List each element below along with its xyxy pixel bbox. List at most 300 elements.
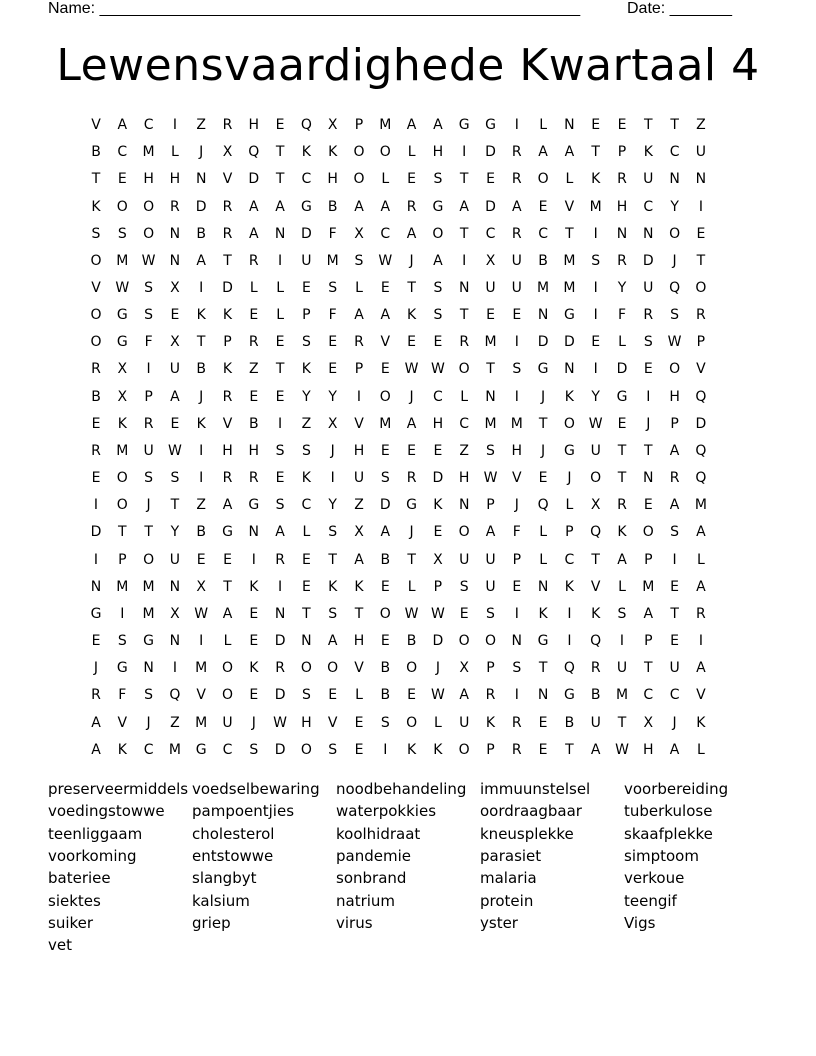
grid-letter[interactable]: N xyxy=(301,633,312,649)
grid-letter[interactable]: X xyxy=(459,660,469,677)
grid-letter[interactable]: E xyxy=(407,171,417,188)
grid-letter[interactable]: A xyxy=(117,117,128,133)
grid-letter[interactable]: N xyxy=(643,470,654,487)
grid-letter[interactable]: C xyxy=(643,687,654,704)
grid-letter[interactable]: R xyxy=(91,687,101,704)
grid-letter[interactable]: S xyxy=(328,605,338,622)
grid-letter[interactable]: N xyxy=(643,225,654,242)
grid-letter[interactable]: J xyxy=(93,660,99,677)
grid-letter[interactable]: O xyxy=(458,741,470,758)
grid-letter[interactable]: I xyxy=(199,470,204,487)
grid-letter[interactable]: K xyxy=(196,307,206,324)
grid-letter[interactable]: Z xyxy=(696,117,706,133)
grid-letter[interactable]: Y xyxy=(328,388,337,405)
grid-letter[interactable]: B xyxy=(590,687,601,704)
grid-letter[interactable]: N xyxy=(695,171,707,188)
grid-letter[interactable]: M xyxy=(142,605,155,622)
grid-letter[interactable]: T xyxy=(538,415,548,432)
grid-letter[interactable]: E xyxy=(275,388,285,405)
grid-letter[interactable]: O xyxy=(458,633,470,649)
grid-letter[interactable]: I xyxy=(172,117,177,133)
grid-letter[interactable]: I xyxy=(199,633,204,649)
grid-letter[interactable]: L xyxy=(565,497,574,514)
grid-letter[interactable]: K xyxy=(485,714,496,731)
grid-letter[interactable]: U xyxy=(695,144,707,161)
grid-letter[interactable]: N xyxy=(564,361,575,378)
grid-letter[interactable]: Q xyxy=(695,470,707,487)
grid-letter[interactable]: J xyxy=(514,497,519,514)
grid-letter[interactable]: I xyxy=(146,361,151,378)
grid-letter[interactable]: H xyxy=(511,442,523,459)
grid-letter[interactable]: T xyxy=(617,714,627,731)
grid-letter[interactable]: R xyxy=(617,497,627,514)
grid-letter[interactable]: J xyxy=(146,714,151,731)
grid-letter[interactable]: R xyxy=(222,470,233,487)
grid-letter[interactable]: U xyxy=(169,551,181,568)
grid-letter[interactable]: T xyxy=(644,442,653,459)
grid-letter[interactable]: G xyxy=(616,388,628,405)
grid-letter[interactable]: U xyxy=(643,171,654,188)
grid-letter[interactable]: T xyxy=(118,524,127,541)
grid-letter[interactable]: D xyxy=(537,334,549,351)
grid-letter[interactable]: M xyxy=(116,578,129,595)
grid-letter[interactable]: E xyxy=(512,307,522,324)
grid-letter[interactable]: W xyxy=(615,741,629,758)
grid-letter[interactable]: G xyxy=(537,361,549,378)
grid-letter[interactable]: E xyxy=(407,442,417,459)
grid-letter[interactable]: T xyxy=(170,497,180,514)
grid-letter[interactable]: G xyxy=(116,334,128,351)
grid-letter[interactable]: X xyxy=(170,605,180,622)
grid-letter[interactable]: W xyxy=(404,361,419,378)
grid-letter[interactable]: E xyxy=(91,470,101,487)
grid-letter[interactable]: R xyxy=(91,361,101,378)
grid-letter[interactable]: T xyxy=(275,144,285,161)
grid-letter[interactable]: X xyxy=(354,225,364,242)
grid-letter[interactable]: D xyxy=(432,470,444,487)
grid-letter[interactable]: J xyxy=(330,442,335,459)
grid-letter[interactable]: U xyxy=(353,470,365,487)
grid-letter[interactable]: L xyxy=(618,578,626,595)
grid-letter[interactable]: I xyxy=(514,687,519,704)
grid-letter[interactable]: C xyxy=(669,687,680,704)
grid-letter[interactable]: Z xyxy=(170,714,180,731)
grid-letter[interactable]: X xyxy=(590,497,601,514)
grid-letter[interactable]: R xyxy=(511,714,522,731)
grid-letter[interactable]: I xyxy=(567,633,572,649)
grid-letter[interactable]: C xyxy=(143,117,154,133)
grid-letter[interactable]: R xyxy=(275,660,285,677)
grid-letter[interactable]: M xyxy=(537,280,550,296)
grid-letter[interactable]: E xyxy=(275,117,285,133)
grid-letter[interactable]: C xyxy=(222,741,233,758)
grid-letter[interactable]: P xyxy=(617,144,627,161)
grid-letter[interactable]: R xyxy=(91,442,101,459)
grid-letter[interactable]: R xyxy=(643,307,654,324)
grid-letter[interactable]: P xyxy=(696,334,706,351)
grid-letter[interactable]: E xyxy=(380,578,390,595)
grid-letter[interactable]: X xyxy=(485,252,496,269)
grid-letter[interactable]: R xyxy=(222,388,233,405)
grid-letter[interactable]: G xyxy=(222,524,233,541)
grid-letter[interactable]: Q xyxy=(669,280,681,296)
grid-letter[interactable]: M xyxy=(615,687,629,704)
grid-letter[interactable]: E xyxy=(617,117,627,133)
grid-letter[interactable]: R xyxy=(248,334,259,351)
grid-letter[interactable]: D xyxy=(248,171,260,188)
name-field-label[interactable]: Name: ______________________________________________________ xyxy=(48,0,581,17)
grid-letter[interactable]: Q xyxy=(590,524,602,541)
grid-letter[interactable]: H xyxy=(353,442,365,459)
grid-letter[interactable]: T xyxy=(275,171,285,188)
grid-letter[interactable]: W xyxy=(430,361,445,378)
grid-letter[interactable]: U xyxy=(169,361,181,378)
grid-letter[interactable]: H xyxy=(616,198,628,215)
grid-letter[interactable]: X xyxy=(117,388,128,405)
grid-letter[interactable]: T xyxy=(328,551,337,568)
grid-letter[interactable]: I xyxy=(330,470,335,487)
grid-letter[interactable]: E xyxy=(117,171,127,188)
grid-letter[interactable]: S xyxy=(117,633,127,649)
grid-letter[interactable]: V xyxy=(222,415,233,432)
grid-letter[interactable]: L xyxy=(276,307,284,324)
grid-letter[interactable]: Z xyxy=(196,117,206,133)
grid-letter[interactable]: J xyxy=(409,524,414,541)
grid-letter[interactable]: H xyxy=(169,171,181,188)
grid-letter[interactable]: B xyxy=(564,714,575,731)
grid-letter[interactable]: L xyxy=(539,551,547,568)
grid-letter[interactable]: O xyxy=(116,198,128,215)
grid-letter[interactable]: B xyxy=(380,551,391,568)
grid-letter[interactable]: G xyxy=(563,442,575,459)
grid-letter[interactable]: R xyxy=(248,470,259,487)
grid-letter[interactable]: J xyxy=(541,388,546,405)
grid-letter[interactable]: S xyxy=(249,741,259,758)
grid-letter[interactable]: C xyxy=(564,551,575,568)
grid-letter[interactable]: R xyxy=(222,225,233,242)
grid-letter[interactable]: R xyxy=(511,741,522,758)
grid-letter[interactable]: C xyxy=(643,198,654,215)
grid-letter[interactable]: L xyxy=(539,117,547,133)
grid-letter[interactable]: O xyxy=(300,660,312,677)
grid-letter[interactable]: N xyxy=(169,578,181,595)
grid-letter[interactable]: K xyxy=(538,605,548,622)
grid-letter[interactable]: D xyxy=(274,741,286,758)
grid-letter[interactable]: W xyxy=(273,714,288,731)
grid-letter[interactable]: D xyxy=(485,144,496,161)
grid-letter[interactable]: A xyxy=(406,117,417,133)
grid-letter[interactable]: O xyxy=(669,225,681,242)
grid-letter[interactable]: M xyxy=(379,415,392,432)
grid-letter[interactable]: X xyxy=(170,334,180,351)
grid-letter[interactable]: T xyxy=(91,171,101,188)
grid-letter[interactable]: C xyxy=(459,415,470,432)
grid-letter[interactable]: S xyxy=(144,307,154,324)
grid-letter[interactable]: K xyxy=(407,307,417,324)
grid-letter[interactable]: K xyxy=(328,144,338,161)
grid-letter[interactable]: I xyxy=(619,633,625,649)
grid-letter[interactable]: N xyxy=(169,225,181,242)
grid-letter[interactable]: V xyxy=(354,660,364,677)
grid-letter[interactable]: C xyxy=(538,225,548,242)
grid-letter[interactable]: V xyxy=(696,687,706,704)
grid-letter[interactable]: W xyxy=(115,280,130,296)
grid-letter[interactable]: F xyxy=(512,524,521,541)
grid-letter[interactable]: K xyxy=(328,578,338,595)
grid-letter[interactable]: H xyxy=(222,442,233,459)
grid-letter[interactable]: A xyxy=(380,198,391,215)
grid-letter[interactable]: S xyxy=(643,334,653,351)
grid-letter[interactable]: E xyxy=(301,551,311,568)
grid-letter[interactable]: I xyxy=(93,551,99,568)
grid-letter[interactable]: S xyxy=(275,497,285,514)
grid-letter[interactable]: E xyxy=(643,497,653,514)
grid-letter[interactable]: E xyxy=(223,551,232,568)
grid-letter[interactable]: A xyxy=(249,225,259,242)
grid-letter[interactable]: M xyxy=(510,415,523,432)
grid-letter[interactable]: S xyxy=(144,687,154,704)
grid-letter[interactable]: E xyxy=(407,334,417,351)
grid-letter[interactable]: A xyxy=(222,605,233,622)
grid-letter[interactable]: E xyxy=(354,741,364,758)
grid-letter[interactable]: R xyxy=(354,334,364,351)
grid-letter[interactable]: D xyxy=(90,524,102,541)
grid-letter[interactable]: N xyxy=(616,225,628,242)
grid-letter[interactable]: S xyxy=(459,578,469,595)
grid-letter[interactable]: T xyxy=(302,605,311,622)
grid-letter[interactable]: Z xyxy=(249,361,259,378)
grid-letter[interactable]: E xyxy=(354,714,364,731)
grid-letter[interactable]: P xyxy=(144,388,153,405)
grid-letter[interactable]: I xyxy=(698,198,703,215)
grid-letter[interactable]: X xyxy=(643,714,654,731)
grid-letter[interactable]: K xyxy=(196,415,206,432)
grid-letter[interactable]: V xyxy=(91,117,101,133)
grid-letter[interactable]: R xyxy=(459,334,470,351)
grid-letter[interactable]: N xyxy=(274,605,286,622)
grid-letter[interactable]: E xyxy=(433,524,443,541)
grid-letter[interactable]: E xyxy=(670,633,680,649)
grid-letter[interactable]: O xyxy=(116,497,128,514)
grid-letter[interactable]: S xyxy=(433,280,443,296)
grid-letter[interactable]: T xyxy=(407,551,416,568)
grid-letter[interactable]: P xyxy=(644,551,653,568)
grid-letter[interactable]: T xyxy=(459,225,469,242)
grid-letter[interactable]: A xyxy=(564,144,575,161)
grid-letter[interactable]: E xyxy=(643,361,653,378)
grid-letter[interactable]: I xyxy=(199,280,204,296)
grid-letter[interactable]: D xyxy=(695,415,707,432)
grid-letter[interactable]: I xyxy=(514,605,519,622)
grid-letter[interactable]: M xyxy=(142,578,155,595)
grid-letter[interactable]: H xyxy=(643,741,654,758)
grid-letter[interactable]: Q xyxy=(695,388,707,405)
grid-letter[interactable]: L xyxy=(381,171,390,188)
grid-letter[interactable]: H xyxy=(327,171,338,188)
grid-letter[interactable]: X xyxy=(222,144,233,161)
grid-letter[interactable]: M xyxy=(116,442,129,459)
grid-letter[interactable]: M xyxy=(563,280,576,296)
grid-letter[interactable]: N xyxy=(248,524,260,541)
grid-letter[interactable]: B xyxy=(248,415,259,432)
grid-letter[interactable]: F xyxy=(617,307,627,324)
grid-letter[interactable]: K xyxy=(117,415,127,432)
grid-letter[interactable]: B xyxy=(196,524,206,541)
grid-letter[interactable]: P xyxy=(512,551,522,568)
grid-letter[interactable]: S xyxy=(354,252,364,269)
grid-letter[interactable]: T xyxy=(670,605,679,622)
grid-letter[interactable]: J xyxy=(567,470,572,487)
grid-letter[interactable]: D xyxy=(274,687,286,704)
grid-letter[interactable]: T xyxy=(538,660,548,677)
grid-letter[interactable]: R xyxy=(511,144,522,161)
grid-letter[interactable]: S xyxy=(380,470,390,487)
grid-letter[interactable]: A xyxy=(485,524,496,541)
grid-letter[interactable]: N xyxy=(169,252,181,269)
grid-letter[interactable]: M xyxy=(142,144,155,161)
grid-letter[interactable]: L xyxy=(460,388,469,405)
grid-letter[interactable]: N xyxy=(537,307,549,324)
grid-letter[interactable]: E xyxy=(617,415,627,432)
grid-letter[interactable]: E xyxy=(433,334,443,351)
grid-letter[interactable]: F xyxy=(328,225,337,242)
grid-letter[interactable]: K xyxy=(617,524,627,541)
grid-letter[interactable]: W xyxy=(404,605,419,622)
grid-letter[interactable]: S xyxy=(591,252,601,269)
grid-letter[interactable]: E xyxy=(170,307,180,324)
grid-letter[interactable]: T xyxy=(407,280,416,296)
grid-letter[interactable]: W xyxy=(378,252,393,269)
grid-letter[interactable]: L xyxy=(276,280,284,296)
grid-letter[interactable]: G xyxy=(116,660,128,677)
grid-letter[interactable]: U xyxy=(459,551,470,568)
grid-letter[interactable]: E xyxy=(196,551,206,568)
grid-letter[interactable]: B xyxy=(538,252,548,269)
grid-letter[interactable]: D xyxy=(274,633,286,649)
grid-letter[interactable]: A xyxy=(380,307,391,324)
grid-letter[interactable]: I xyxy=(698,633,703,649)
grid-letter[interactable]: U xyxy=(669,660,680,677)
grid-letter[interactable]: A xyxy=(669,442,680,459)
grid-letter[interactable]: O xyxy=(300,741,312,758)
grid-letter[interactable]: J xyxy=(146,497,151,514)
grid-letter[interactable]: L xyxy=(539,524,547,541)
grid-letter[interactable]: U xyxy=(459,714,470,731)
grid-letter[interactable]: E xyxy=(538,470,548,487)
grid-letter[interactable]: W xyxy=(430,687,445,704)
grid-letter[interactable]: A xyxy=(354,198,364,215)
grid-letter[interactable]: A xyxy=(696,578,706,595)
grid-letter[interactable]: T xyxy=(459,307,469,324)
grid-letter[interactable]: H xyxy=(353,633,365,649)
grid-letter[interactable]: J xyxy=(646,415,651,432)
grid-letter[interactable]: T xyxy=(275,361,285,378)
grid-letter[interactable]: E xyxy=(380,633,390,649)
grid-letter[interactable]: D xyxy=(195,198,207,215)
grid-letter[interactable]: A xyxy=(354,307,364,324)
grid-letter[interactable]: R xyxy=(222,117,233,133)
grid-letter[interactable]: K xyxy=(696,714,706,731)
grid-letter[interactable]: P xyxy=(486,741,495,758)
grid-letter[interactable]: S xyxy=(433,171,443,188)
grid-letter[interactable]: E xyxy=(328,687,338,704)
grid-letter[interactable]: R xyxy=(143,415,154,432)
grid-letter[interactable]: R xyxy=(669,470,680,487)
grid-letter[interactable]: S xyxy=(117,225,127,242)
grid-letter[interactable]: J xyxy=(541,442,546,459)
grid-letter[interactable]: P xyxy=(433,578,443,595)
grid-letter[interactable]: O xyxy=(143,551,155,568)
grid-letter[interactable]: D xyxy=(564,334,575,351)
grid-letter[interactable]: R xyxy=(617,171,627,188)
grid-letter[interactable]: A xyxy=(433,117,443,133)
grid-letter[interactable]: S xyxy=(328,741,338,758)
grid-letter[interactable]: F xyxy=(118,687,127,704)
grid-letter[interactable]: S xyxy=(670,307,680,324)
grid-letter[interactable]: P xyxy=(223,334,232,351)
grid-letter[interactable]: V xyxy=(354,415,364,432)
grid-letter[interactable]: W xyxy=(167,442,182,459)
grid-letter[interactable]: V xyxy=(512,470,522,487)
grid-letter[interactable]: A xyxy=(249,198,259,215)
grid-letter[interactable]: G xyxy=(248,497,260,514)
grid-letter[interactable]: S xyxy=(486,442,495,459)
grid-letter[interactable]: S xyxy=(301,334,311,351)
grid-letter[interactable]: A xyxy=(327,633,338,649)
grid-letter[interactable]: Z xyxy=(196,497,206,514)
grid-letter[interactable]: H xyxy=(248,117,260,133)
grid-letter[interactable]: S xyxy=(486,605,495,622)
grid-letter[interactable]: U xyxy=(485,551,496,568)
grid-letter[interactable]: G xyxy=(143,633,155,649)
grid-letter[interactable]: E xyxy=(538,198,548,215)
grid-letter[interactable]: S xyxy=(617,605,627,622)
grid-letter[interactable]: G xyxy=(90,605,102,622)
grid-letter[interactable]: I xyxy=(593,307,598,324)
grid-letter[interactable]: C xyxy=(117,144,128,161)
grid-letter[interactable]: E xyxy=(433,442,443,459)
grid-letter[interactable]: I xyxy=(593,361,598,378)
grid-letter[interactable]: M xyxy=(379,117,392,133)
grid-letter[interactable]: K xyxy=(433,741,443,758)
grid-letter[interactable]: O xyxy=(379,144,391,161)
grid-letter[interactable]: S xyxy=(301,687,311,704)
grid-letter[interactable]: H xyxy=(458,470,470,487)
grid-letter[interactable]: G xyxy=(432,198,444,215)
grid-letter[interactable]: G xyxy=(116,307,128,324)
grid-letter[interactable]: A xyxy=(91,741,101,758)
grid-letter[interactable]: L xyxy=(355,687,363,704)
grid-letter[interactable]: J xyxy=(409,252,414,269)
grid-letter[interactable]: L xyxy=(565,171,574,188)
grid-letter[interactable]: N xyxy=(458,280,470,296)
grid-letter[interactable]: Q xyxy=(537,497,549,514)
grid-letter[interactable]: E xyxy=(591,117,601,133)
grid-letter[interactable]: O xyxy=(221,687,234,704)
grid-letter[interactable]: B xyxy=(406,633,417,649)
grid-letter[interactable]: E xyxy=(249,687,259,704)
grid-letter[interactable]: T xyxy=(223,578,232,595)
grid-letter[interactable]: N xyxy=(511,633,523,649)
grid-letter[interactable]: S xyxy=(91,225,101,242)
grid-letter[interactable]: S xyxy=(512,660,522,677)
grid-letter[interactable]: I xyxy=(514,334,519,351)
grid-letter[interactable]: O xyxy=(90,307,102,324)
grid-letter[interactable]: T xyxy=(223,252,232,269)
grid-letter[interactable]: T xyxy=(591,551,600,568)
grid-letter[interactable]: B xyxy=(91,144,101,161)
grid-letter[interactable]: M xyxy=(195,660,208,677)
